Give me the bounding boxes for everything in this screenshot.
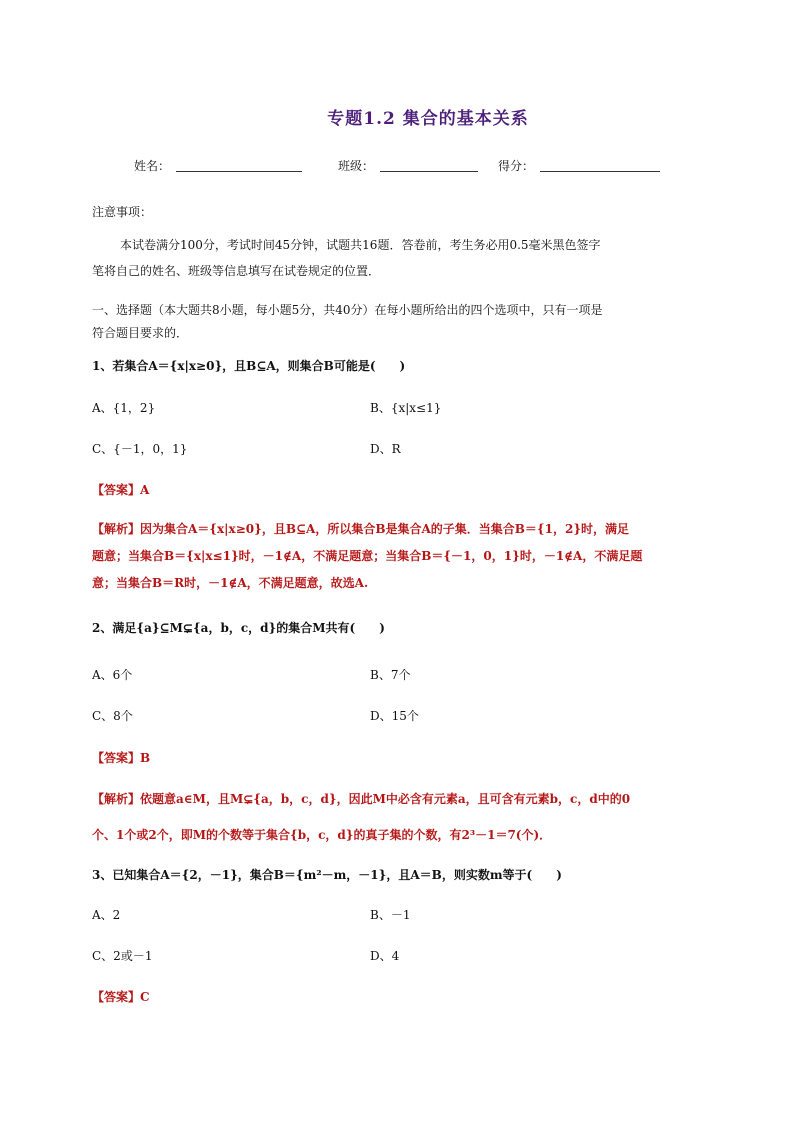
class-field[interactable] (380, 171, 478, 172)
option-d: D、15个 (370, 709, 419, 723)
question-stem: 3、已知集合A＝{2，－1}，集合B＝{m²－m，－1}，且A＝B，则实数m等于( ) (92, 868, 562, 882)
option-c: C、{－1，0，1} (92, 442, 188, 456)
option-a: A、2 (92, 908, 121, 922)
analysis-line: 意；当集合B＝R时，－1∉A，不满足题意，故选A. (92, 576, 369, 590)
option-b: B、{x|x≤1} (370, 401, 442, 415)
page-title: 专题1.2 集合的基本关系 (327, 109, 529, 129)
option-d: D、R (370, 442, 401, 456)
answer: 【答案】C (92, 990, 150, 1004)
analysis-line: 【解析】因为集合A＝{x|x≥0}，且B⊆A，所以集合B是集合A的子集．当集合B＝{1，2}时，满足 (92, 522, 630, 536)
answer: 【答案】B (92, 751, 151, 765)
notice-line: 笔将自己的姓名、班级等信息填写在试卷规定的位置． (92, 264, 381, 278)
answer: 【答案】A (92, 483, 150, 497)
option-b: B、7个 (370, 668, 411, 682)
section-heading: 符合题目要求的． (92, 326, 189, 340)
section-heading: 一、选择题（本大题共8小题，每小题5分，共40分）在每小题所给出的四个选项中，只有一项是 (92, 303, 603, 317)
option-c: C、8个 (92, 709, 133, 723)
notice-line: 本试卷满分100分，考试时间45分钟，试题共16题．答卷前，考生务必用0.5毫米黑色签字 (120, 238, 601, 252)
option-c: C、2或－1 (92, 949, 153, 963)
score-field[interactable] (540, 171, 660, 172)
option-d: D、4 (370, 949, 400, 963)
question-stem: 1、若集合A＝{x|x≥0}，且B⊆A，则集合B可能是( ) (92, 359, 406, 373)
name-label: 姓名： (134, 159, 171, 173)
class-label: 班级： (338, 159, 375, 173)
option-a: A、{1，2} (92, 401, 156, 415)
analysis-line: 【解析】依题意a∈M，且M⊊{a，b，c，d}，因此M中必含有元素a，且可含有元素b，c，d中的0 (92, 792, 631, 806)
analysis-line: 题意；当集合B＝{x|x≤1}时，－1∉A，不满足题意；当集合B＝{－1，0，1}时，－1∉A，不满足题 (92, 549, 643, 563)
analysis-line: 个、1个或2个，即M的个数等于集合{b，c，d}的真子集的个数，有2³－1＝7(个)． (92, 828, 552, 842)
name-field[interactable] (176, 171, 302, 172)
score-label: 得分： (498, 159, 535, 173)
option-a: A、6个 (92, 668, 133, 682)
option-b: B、－1 (370, 908, 411, 922)
notice-heading: 注意事项： (92, 205, 153, 219)
question-stem: 2、满足{a}⊆M⊊{a，b，c，d}的集合M共有( ) (92, 621, 385, 635)
